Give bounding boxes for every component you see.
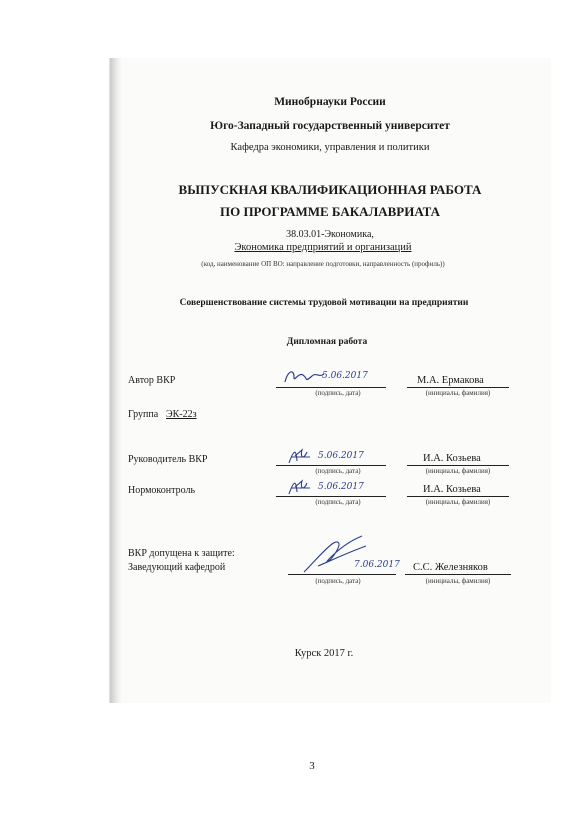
head-name-note: (инициалы, фамилия) <box>425 577 491 585</box>
normcontrol-label: Нормоконтроль <box>128 485 196 496</box>
normcontrol-name-line <box>407 496 509 497</box>
head-name: С.С. Железняков <box>413 562 488 573</box>
program-code: 38.03.01-Экономика, <box>286 229 374 240</box>
program-profile: Экономика предприятий и организаций <box>234 242 412 253</box>
admission-label: ВКР допущена к защите: <box>128 548 235 559</box>
supervisor-name-line <box>407 465 509 466</box>
ministry-name: Минобрнауки России <box>274 96 386 108</box>
normcontrol-date: 5.06.2017 <box>318 482 364 492</box>
author-name-line <box>407 387 509 388</box>
head-sign-note: (подпись, дата) <box>315 577 361 585</box>
supervisor-label: Руководитель ВКР <box>128 454 208 465</box>
author-sign-note: (подпись, дата) <box>315 389 361 397</box>
normcontrol-sign-note: (подпись, дата) <box>315 498 361 506</box>
supervisor-sign-note: (подпись, дата) <box>315 467 361 475</box>
supervisor-date: 5.06.2017 <box>318 451 364 461</box>
thesis-topic: Совершенствование системы трудовой мотивации на предприятии <box>179 298 469 308</box>
supervisor-name-note: (инициалы, фамилия) <box>425 467 491 475</box>
group-label: Группа <box>128 409 159 420</box>
group-value: ЭК-22з <box>166 409 197 420</box>
university-name: Юго-Западный государственный университет <box>210 120 450 132</box>
author-signature <box>282 366 326 388</box>
normcontrol-signature <box>286 477 316 497</box>
work-title-line1: ВЫПУСКНАЯ КВАЛИФИКАЦИОННАЯ РАБОТА <box>178 182 482 197</box>
supervisor-name: И.А. Козьева <box>423 453 481 464</box>
page-number: 3 <box>309 760 315 772</box>
work-type: Дипломная работа <box>286 337 368 347</box>
department-name: Кафедра экономики, управления и политики <box>230 142 430 153</box>
author-label: Автор ВКР <box>128 375 176 386</box>
author-name-note: (инициалы, фамилия) <box>425 389 491 397</box>
city-year: Курск 2017 г. <box>294 648 354 659</box>
scan-page-edge <box>110 58 122 703</box>
normcontrol-name-note: (инициалы, фамилия) <box>425 498 491 506</box>
head-date: 7.06.2017 <box>354 560 400 570</box>
author-name: М.А. Ермакова <box>417 375 484 386</box>
head-of-department-label: Заведующий кафедрой <box>128 562 226 573</box>
work-title-line2: ПО ПРОГРАММЕ БАКАЛАВРИАТА <box>219 204 441 219</box>
supervisor-signature <box>286 446 316 466</box>
normcontrol-name: И.А. Козьева <box>423 484 481 495</box>
profile-note: (код, наименование ОП ВО: направление подготовки, направленность (профиль)) <box>201 260 445 268</box>
author-date: 5.06.2017 <box>322 371 368 381</box>
head-name-line <box>405 574 511 575</box>
